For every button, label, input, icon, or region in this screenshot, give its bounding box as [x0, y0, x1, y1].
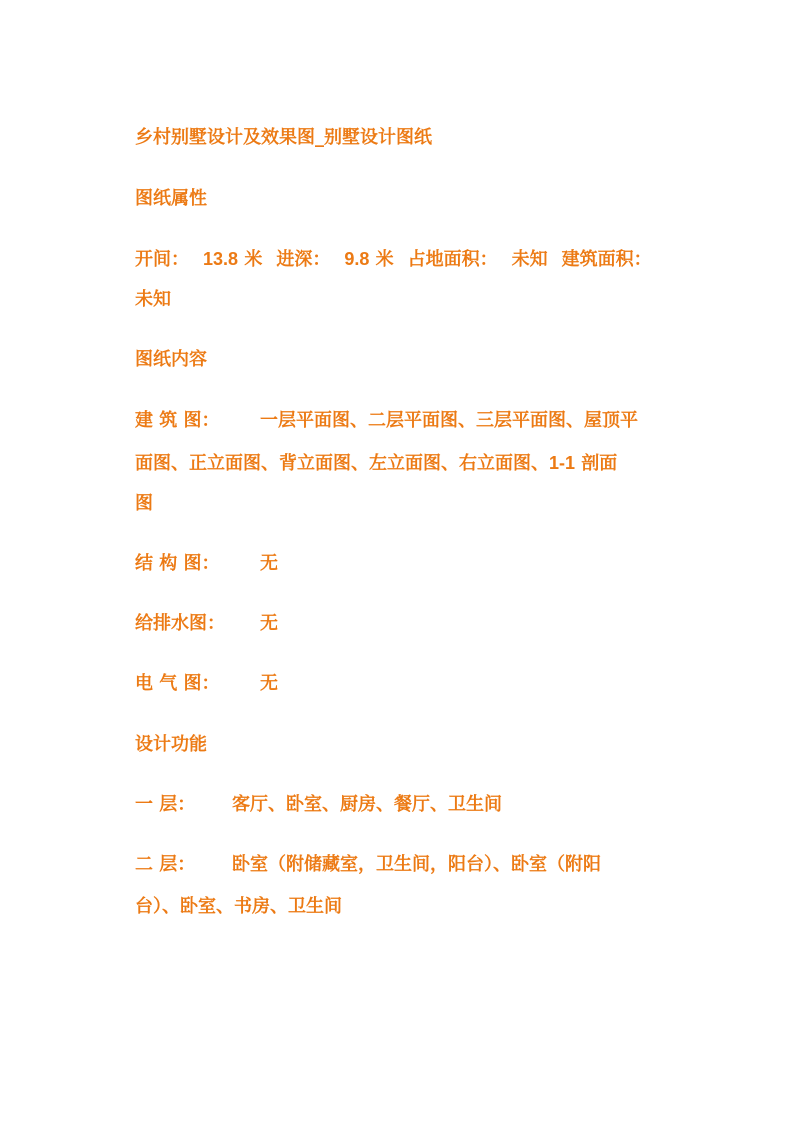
electrical-label: 电 气 图： [135, 673, 220, 694]
electrical-value: 无 [260, 673, 278, 694]
width-label: 开间： [135, 249, 189, 270]
floor-1-label: 一 层： [135, 794, 196, 815]
width-value: 13.8 [203, 249, 239, 269]
properties-line [135, 247, 652, 272]
architecture-label: 建 筑 图： [135, 410, 220, 431]
land-area-value: 未知 [511, 249, 548, 270]
architecture-value-2-number: 1-1 [549, 453, 576, 473]
architecture-value-2a: 面图、正立面图、背立面图、左立面图、右立面图、 [135, 453, 549, 474]
architecture-line-2 [135, 451, 617, 476]
architecture-line-3: 图 [135, 493, 153, 514]
architecture-line-1 [135, 409, 638, 433]
depth-unit: 米 [375, 249, 394, 270]
plumbing-label: 给排水图： [135, 613, 225, 634]
floor-2-value-1: 卧室（附储藏室，卫生间，阳台）、卧室（附阳 [232, 854, 601, 875]
floor-2-label: 二 层： [135, 854, 196, 875]
section-heading-function: 设计功能 [135, 734, 207, 755]
structure-label: 结 构 图： [135, 553, 220, 574]
floor-1-line [135, 793, 502, 817]
structure-value: 无 [260, 553, 278, 574]
plumbing-value: 无 [260, 613, 278, 634]
architecture-value-2b: 剖面 [581, 453, 618, 474]
architecture-value-1: 一层平面图、二层平面图、三层平面图、屋顶平 [260, 410, 638, 431]
floor-2-line-2: 台）、卧室、书房、卫生间 [135, 896, 342, 917]
floor-1-value: 客厅、卧室、厨房、餐厅、卫生间 [232, 794, 502, 815]
section-heading-properties: 图纸属性 [135, 188, 207, 209]
section-heading-content: 图纸内容 [135, 349, 207, 370]
floor-2-line-1 [135, 853, 601, 877]
depth-label: 进深： [276, 249, 331, 270]
depth-value: 9.8 [344, 249, 370, 269]
plumbing-line [135, 612, 278, 636]
width-unit: 米 [244, 249, 263, 270]
document-title: 乡村别墅设计及效果图_别墅设计图纸 [135, 127, 432, 148]
land-area-label: 占地面积： [407, 249, 498, 270]
building-area-label: 建筑面积： [561, 249, 652, 270]
building-area-value: 未知 [135, 289, 171, 310]
electrical-line [135, 672, 278, 696]
structure-line [135, 552, 278, 576]
